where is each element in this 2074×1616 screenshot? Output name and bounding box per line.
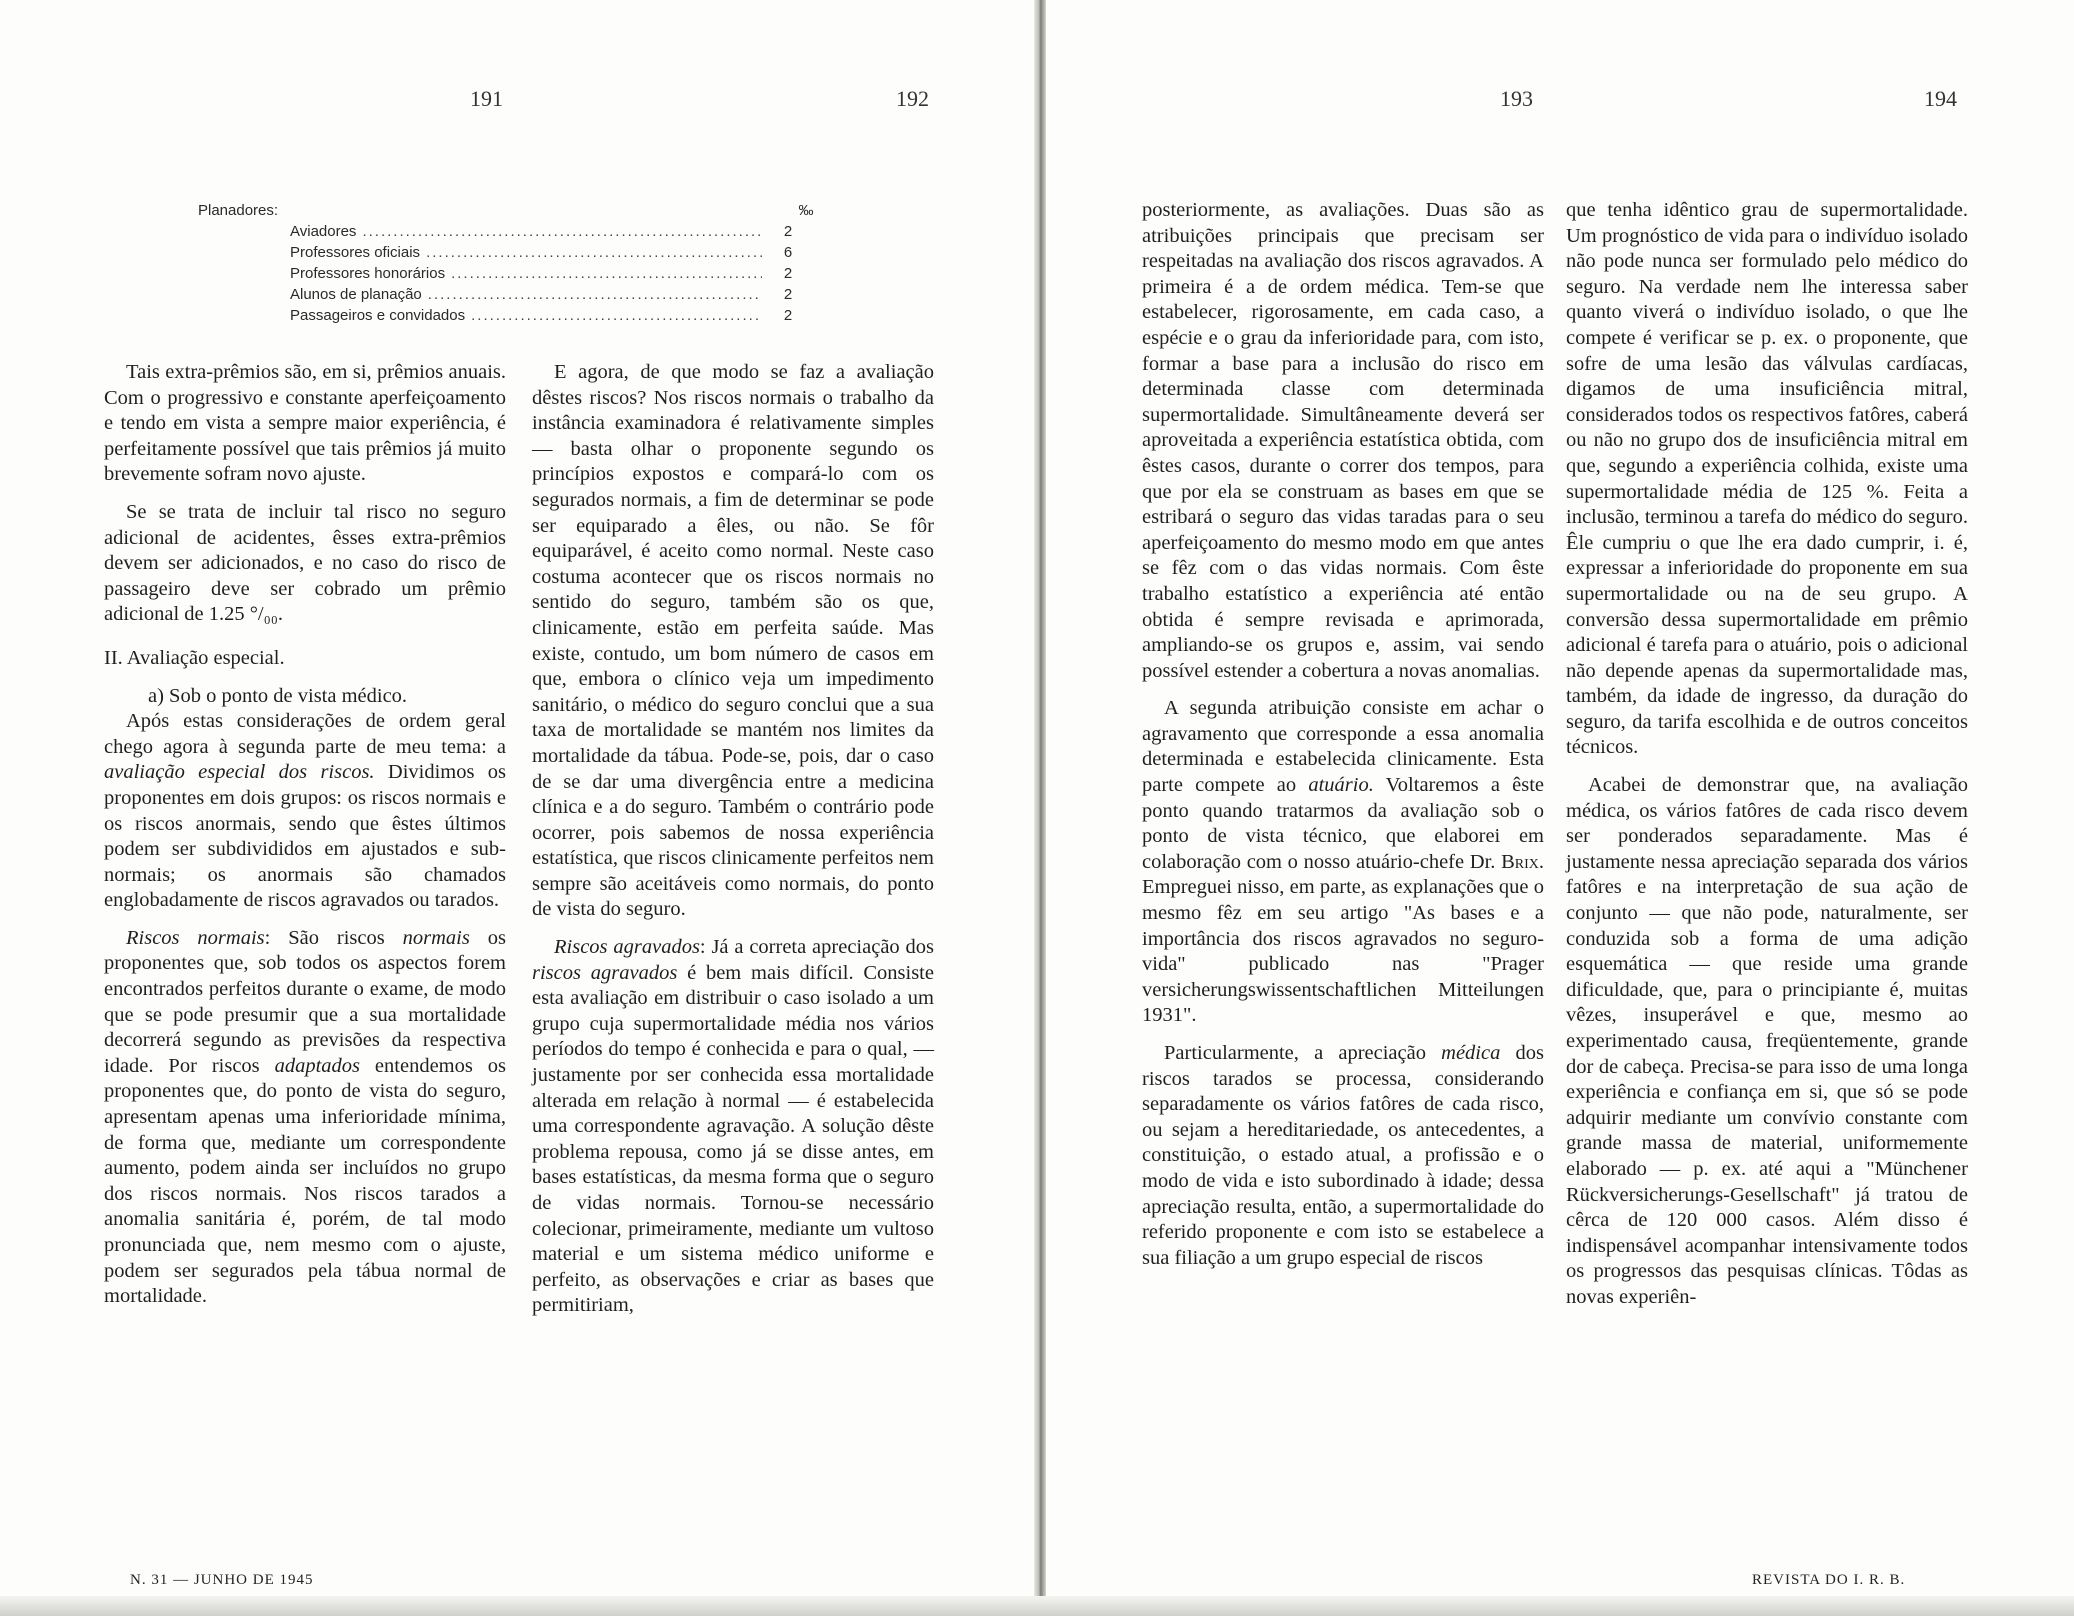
leader-dots <box>451 263 762 284</box>
planadores-table <box>198 200 814 326</box>
text-run: Empreguei nisso, em parte, as explanações que o mesmo fêz em seu artigo "As bases e a importância dos riscos agravados no seguro-vida" publicado nas "Prager versicherungswissentschaftlichen Mitteilungen 1931". <box>1142 876 1544 1027</box>
paragraph <box>104 709 506 914</box>
paragraph <box>532 935 934 1319</box>
row-value: 2 <box>783 286 793 303</box>
paragraph: que tenha idêntico grau de supermortalidade. Um prognóstico de vida para o indivíduo isolado não pode nunca ser formulado pelo médico do seguro. Na verdade nem lhe interessa saber quanto viverá o indivíduo isolado, o que lhe compete é verificar se p. ex. o proponente, que sofre de uma lesão das válvulas cardíacas, digamos de uma insuficiência mitral, considerados todos os respectivos fatôres, caberá ou não no grupo dos de insuficiência mitral em que, segundo a experiência colhida, existe uma supermortalidade média de 125 %. Feita a inclusão, terminou a tarefa do médico do seguro. Êle cumpriu o que lhe era dado cumprir, i. é, expressar a inferioridade do proponente em sua supermortalidade ou na de seu grupo. A conversão dessa supermortalidade em prêmio adicional é tarefa para o atuário, pois o adicional não depende apenas da supermortalidade mas, também, da idade de ingresso, da duração do seguro, da tarifa escolhida e de outros conceitos técnicos. <box>1566 199 1968 759</box>
italic-run: Riscos normais <box>126 926 265 949</box>
paragraph <box>104 926 506 1310</box>
leader-dots <box>362 221 762 242</box>
section-heading: II. Avaliação especial. <box>104 646 285 669</box>
text-run: Após estas considerações de ordem geral chego agora à segunda parte de meu tema: a <box>104 710 506 758</box>
paragraph <box>1142 696 1544 1029</box>
page-number-191: 191 <box>470 86 503 111</box>
table-row <box>198 242 808 263</box>
text-run: dos riscos tarados se processa, considerando separadamente os vários fatôres de cada risco, ou sejam a hereditariedade, os antecedentes, a constituição, o estado atual, a profissão e o modo de vida e isto subordinado à idade; dessa apreciação resulta, então, a supermortalidade do referido proponente e com isto se estabelece a sua filiação a um grupo especial de riscos <box>1142 1042 1544 1269</box>
row-value: 2 <box>783 265 793 282</box>
text-run: Dividimos os proponentes em dois grupos: os riscos normais e os riscos anormais, sendo que êstes últimos podem ser subdivididos em ajustados e sub-normais; os anormais são chamados englobadamente de riscos agravados ou tarados. <box>104 761 506 912</box>
row-label: Passageiros e convidados <box>290 307 466 324</box>
table-row <box>198 263 808 284</box>
book-gutter <box>1034 0 1046 1616</box>
paragraph: Acabei de demonstrar que, na avaliação médica, os vários fatôres de cada risco devem ser ponderados separadamente. Mas é justamente nessa apreciação separada dos vários fatôres e na interpretação de sua ação de conjunto — que não pode, naturalmente, ser conduzida sob a forma de uma adição esquemática — que reside uma grande dificuldade, que, para o principiante é, muitas vêzes, insuperável e que, mesmo ao experimentado causa, freqüentemente, grande dor de cabeça. Precisa-se para isso de uma longa experiência e confiança em si, que só se pode adquirir mediante um convívio constante com grande massa de material, uniformemente elaborado — p. ex. até aqui a "Münchener Rückversicherungs-Gesellschaft" já tratou de cêrca de 120 000 casos. Além disso é indispensável acompanhar intensivamente todos os progressos das pesquisas clínicas. Tôdas as novas experiên- <box>1566 774 1968 1308</box>
text-run: é bem mais difícil. Consiste esta avaliação em distribuir o caso isolado a um grupo cuja supermortalidade média nos vários períodos do tempo é conhecida e para o qual, — justamente por ser conhecida essa mortalidade alterada em relação à normal — é estabelecida uma correspondente agravação. A solução dêste problema repousa, como já se disse antes, em bases estatísticas, da mesma forma que o seguro de vidas normais. Tornou-se necessário colecionar, primeiramente, mediante um vultoso material e um sistema médico uniforme e perfeito, as observações e criar as bases que permitiriam, <box>532 961 934 1317</box>
page-number-192: 192 <box>896 86 929 111</box>
row-label: Aviadores <box>290 223 357 240</box>
page-number-194: 194 <box>1924 86 1957 111</box>
paragraph: posteriormente, as avaliações. Duas são as atribuições principais que precisam ser respeitadas na avaliação dos riscos agravados. A primeira é a de ordem médica. Tem-se que estabelecer, rigorosamente, em cada caso, a espécie e o grau da inferioridade para, com isto, formar a base para a inclusão do risco em determinada classe com determinada supermortalidade. Simultâneamente deverá ser aproveitada a experiência estatística obtida, com êstes casos, durante o correr dos tempos, para que por ela se construam as bases em que se estribará o seguro das vidas taradas para o seu aperfeiçoamento do mesmo modo em que antes se fêz com o das vidas normais. Com êste trabalho estatístico a experiência até então obtida é sempre revisada e aprimorada, ampliando-se os grupos e, assim, vai sendo possível estender a cobertura a novas anomalias. <box>1142 199 1544 682</box>
row-value: 6 <box>783 244 793 261</box>
footer-journal: REVISTA DO I. R. B. <box>1752 1572 1906 1588</box>
leader-dots <box>471 305 762 326</box>
text-run: A segunda atribuição consiste em achar o agravamento que corresponde a essa anomalia determinada e estabelecida clinicamente. Esta parte compete ao <box>1142 697 1544 797</box>
italic-run: atuário. <box>1308 774 1374 797</box>
table-row <box>198 305 808 326</box>
text-run: os proponentes que, sob todos os aspectos forem encontrados perfeitos durante o exame, de modo que se pode presumir que a sua mortalidade decorrerá segundo as previsões da respectiva idade. Por riscos <box>104 926 506 1077</box>
text-run: : Já a correta apreciação dos <box>699 936 934 959</box>
paragraph: E agora, de que modo se faz a avaliação dêstes riscos? Nos riscos normais o trabalho da instância examinadora é relativamente simples — basta olhar o proponente segundo os princípios expostos e compará-lo com os segurados normais, a fim de determinar se pode ser equiparado a êles, ou não. Se fôr equiparável, é aceito como normal. Neste caso costuma acontecer que os riscos normais no sentido do seguro, também são os que, clinicamente, estão em perfeita saúde. Mas existe, contudo, um bom número de casos em que, embora o clínico veja um impedimento sanitário, o médico do seguro conclui que a sua taxa de mortalidade se mantém nos limites da mortalidade da tábua. Pode-se, pois, dar o caso de se dar uma divergência entre a medicina clínica e a do seguro. Também o contrário pode ocorrer, pois sabemos de nossa experiência estatística, que riscos clinicamente perfeitos nem sempre são aceitáveis como normais, do ponto de vista do seguro. <box>532 361 934 921</box>
row-label: Professores oficiais <box>290 244 421 261</box>
column-page-191 <box>104 360 506 1322</box>
column-page-194 <box>1566 198 1968 1323</box>
footer-issue: N. 31 — JUNHO DE 1945 <box>130 1572 314 1588</box>
paragraph: Tais extra-prêmios são, em si, prêmios anuais. Com o progressivo e constante aperfeiçoamento e tendo em vista a sempre maior experiência, é perfeitamente possível que tais prêmios já muito brevemente sofram novo ajuste. <box>104 361 506 486</box>
text-run: Voltaremos a êste ponto quando tratarmos da avaliação sob o ponto de vista técnico, que elaborei em colaboração com o nosso atuário-chefe Dr. <box>1142 774 1544 873</box>
italic-run: riscos agravados <box>532 961 678 984</box>
italic-run: normais <box>402 926 470 949</box>
row-value: 2 <box>783 307 793 324</box>
leader-dots <box>428 284 762 305</box>
table-row <box>198 221 808 242</box>
italic-run: adaptados <box>274 1054 361 1077</box>
paragraph <box>1142 1041 1544 1271</box>
table-unit: ‰ <box>798 202 814 219</box>
leader-dots <box>426 242 762 263</box>
subsection-heading: a) Sob o ponto de vista médico. <box>148 684 408 707</box>
column-page-192 <box>532 360 934 1331</box>
paragraph: Se se trata de incluir tal risco no seguro adicional de acidentes, êsses extra-prêmios devem ser adicionados, e no caso do risco de passageiro deve ser cobrado um prêmio adicional de 1.25 °/₀₀. <box>104 500 506 626</box>
column-page-193 <box>1142 198 1544 1283</box>
table-row <box>198 284 808 305</box>
text-run: Particularmente, a apreciação <box>1164 1042 1442 1064</box>
row-label: Professores honorários <box>290 265 446 282</box>
italic-run: médica <box>1441 1042 1501 1064</box>
bottom-edge-shadow <box>0 1596 2074 1616</box>
table-heading: Planadores: <box>198 202 279 219</box>
text-run: entendemos os proponentes que, do ponto de vista do seguro, apresentam apenas uma inferioridade mínima, de forma que, mediante um correspondente aumento, podem ainda ser incluídos no grupo dos riscos normais. Nos riscos tarados a anomalia sanitária é, porém, de tal modo pronunciada que, nem mesmo com o ajuste, podem ser segurados pela tábua normal de mortalidade. <box>104 1054 506 1308</box>
italic-run: avaliação especial dos riscos. <box>104 761 375 784</box>
smallcaps-run: Brix. <box>1501 850 1544 873</box>
page-number-193: 193 <box>1500 86 1533 111</box>
row-value: 2 <box>783 223 793 240</box>
italic-run: Riscos agravados <box>554 936 700 959</box>
row-label: Alunos de planação <box>290 286 422 303</box>
text-run: : São riscos <box>264 926 403 949</box>
